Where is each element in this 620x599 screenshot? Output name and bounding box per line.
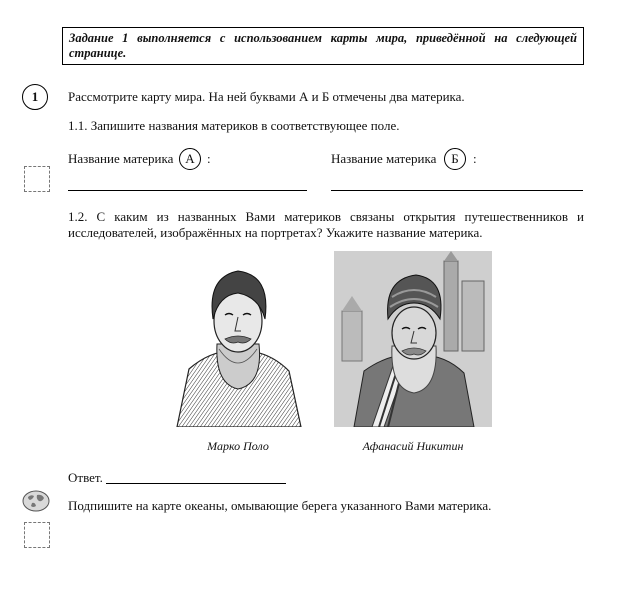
score-box-2 — [24, 522, 50, 548]
globe-icon — [22, 490, 50, 512]
task-intro: Рассмотрите карту мира. На ней буквами А и Б отмечены два материка. — [68, 89, 465, 104]
letter-a-circle: А — [179, 148, 201, 170]
marco-polo-engraving — [167, 249, 309, 427]
question-1-2: 1.2. С каким из названных Вами материков связаны открытия путешественников и исследователей, изображённых на портретах? Укажите название материка. — [68, 209, 584, 240]
task-number: 1 — [22, 84, 48, 110]
question-1-1: 1.1. Запишите названия материков в соответствующее поле. — [68, 118, 400, 133]
caption-marco-polo: Марко Поло — [207, 439, 269, 453]
answer-line[interactable] — [106, 483, 286, 484]
field-a-colon: : — [207, 151, 211, 166]
afanasy-nikitin-engraving — [334, 251, 492, 427]
field-b-colon: : — [473, 151, 477, 166]
portrait-afanasy-nikitin — [334, 251, 492, 427]
caption-afanasy-nikitin: Афанасий Никитин — [362, 439, 464, 453]
portrait-marco-polo — [167, 249, 309, 427]
score-box-1 — [24, 166, 50, 192]
field-b-label: Название материка — [331, 151, 437, 166]
question-1-3: Подпишите на карте океаны, омывающие берега указанного Вами материка. — [68, 498, 492, 513]
answer-label: Ответ. — [68, 470, 103, 485]
letter-b-circle: Б — [444, 148, 466, 170]
field-a-answer-line[interactable] — [68, 190, 307, 191]
task-instruction-text: Задание 1 выполняется с использованием карты мира, приведённой на следующей странице. — [69, 31, 577, 60]
field-b-answer-line[interactable] — [331, 190, 583, 191]
field-a-label: Название материка — [68, 151, 174, 166]
task-instruction-box — [62, 27, 584, 65]
